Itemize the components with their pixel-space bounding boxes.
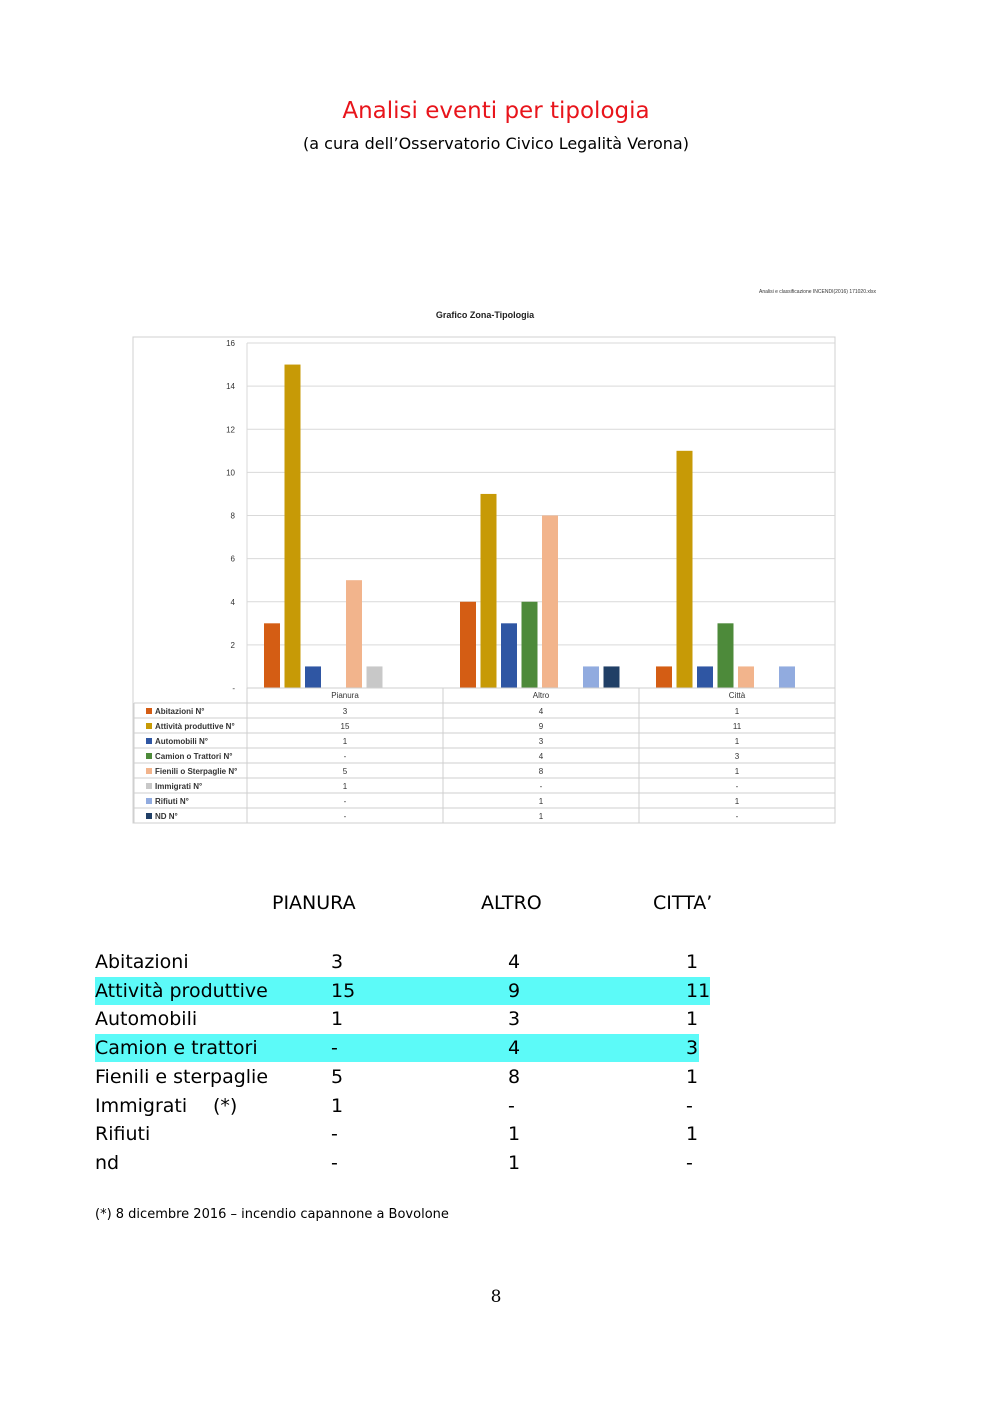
row-value: - bbox=[331, 1151, 338, 1174]
legend-label: Rifiuti N° bbox=[155, 797, 189, 806]
source-filename: Analisi e classificazione INCENDI(2016) 171020.xlsx bbox=[759, 289, 876, 295]
row-label: Camion e trattori bbox=[95, 1037, 258, 1060]
column-header: PIANURA bbox=[272, 892, 356, 914]
bar bbox=[697, 666, 713, 688]
y-tick-label: 10 bbox=[226, 468, 235, 478]
row-value: 9 bbox=[508, 979, 521, 1002]
data-label: 4 bbox=[538, 707, 544, 716]
data-label: 1 bbox=[734, 707, 740, 716]
row-value: 3 bbox=[508, 1008, 521, 1031]
data-label: 1 bbox=[342, 737, 348, 746]
table-row bbox=[95, 1005, 715, 1033]
row-label: Automobili bbox=[95, 1008, 198, 1031]
row-value: 15 bbox=[331, 979, 356, 1002]
table-row bbox=[95, 977, 710, 1005]
data-label: 3 bbox=[734, 752, 740, 761]
bar bbox=[718, 623, 734, 688]
category-label: Città bbox=[728, 691, 746, 700]
data-label: - bbox=[343, 752, 347, 761]
data-label: 1 bbox=[734, 767, 740, 776]
legend-swatch bbox=[146, 783, 152, 789]
data-label: 1 bbox=[734, 737, 740, 746]
bar bbox=[305, 666, 321, 688]
row-label: Rifiuti bbox=[95, 1123, 151, 1146]
data-label: 3 bbox=[342, 707, 348, 716]
y-tick-label: 8 bbox=[230, 511, 235, 521]
row-label: Attività produttive bbox=[95, 979, 268, 1002]
bar bbox=[264, 623, 280, 688]
legend-swatch bbox=[146, 798, 152, 804]
legend-swatch bbox=[146, 768, 152, 774]
row-value: - bbox=[686, 1094, 693, 1117]
row-value: - bbox=[331, 1037, 338, 1060]
category-label: Altro bbox=[532, 691, 550, 700]
column-header: CITTA’ bbox=[653, 892, 713, 914]
row-value: 1 bbox=[508, 1123, 521, 1146]
y-tick-label: 16 bbox=[226, 339, 235, 348]
bar bbox=[367, 666, 383, 688]
table-row bbox=[95, 1063, 715, 1091]
data-label: 15 bbox=[340, 722, 350, 731]
page-subtitle: (a cura dell’Osservatorio Civico Legalità Verona) bbox=[303, 134, 689, 153]
y-tick-label: 6 bbox=[230, 554, 235, 564]
row-value: 1 bbox=[331, 1094, 344, 1117]
y-tick-label: 12 bbox=[226, 425, 235, 435]
legend-label: Fienili o Sterpaglie N° bbox=[155, 767, 238, 776]
data-label: 1 bbox=[538, 812, 544, 821]
row-value: 1 bbox=[686, 1065, 699, 1088]
footnote: (*) 8 dicembre 2016 – incendio capannone a Bovolone bbox=[95, 1207, 449, 1222]
chart-title: Grafico Zona-Tipologia bbox=[435, 310, 535, 320]
bar bbox=[542, 516, 558, 689]
bar bbox=[656, 666, 672, 688]
legend-label: Camion o Trattori N° bbox=[155, 752, 233, 761]
data-label: - bbox=[343, 797, 347, 806]
legend-label: Abitazioni N° bbox=[155, 707, 205, 716]
y-tick-label: 2 bbox=[230, 640, 235, 650]
row-label: Abitazioni bbox=[95, 951, 189, 973]
y-tick-label: 14 bbox=[226, 382, 235, 392]
table-row bbox=[95, 1092, 715, 1120]
bar bbox=[481, 494, 497, 688]
bar bbox=[604, 666, 620, 688]
row-value: 1 bbox=[508, 1151, 521, 1174]
row-value: 1 bbox=[686, 1123, 699, 1146]
bar bbox=[501, 623, 517, 688]
legend-swatch bbox=[146, 738, 152, 744]
legend-swatch bbox=[146, 753, 152, 759]
data-label: 4 bbox=[538, 752, 544, 761]
legend-label: Immigrati N° bbox=[155, 782, 203, 791]
data-label: 1 bbox=[342, 782, 348, 791]
table-row bbox=[95, 948, 715, 976]
data-label: 1 bbox=[734, 797, 740, 806]
table-row bbox=[95, 1120, 715, 1148]
legend-swatch bbox=[146, 813, 152, 819]
row-note: (*) bbox=[213, 1094, 238, 1117]
bar bbox=[583, 666, 599, 688]
row-value: 4 bbox=[508, 1037, 521, 1060]
row-value: 5 bbox=[331, 1065, 344, 1088]
bar bbox=[346, 580, 362, 688]
bar bbox=[779, 666, 795, 688]
row-value: 4 bbox=[508, 951, 521, 973]
row-label: nd bbox=[95, 1151, 120, 1174]
data-label: 9 bbox=[538, 722, 544, 731]
row-label: Fienili e sterpaglie bbox=[95, 1065, 269, 1088]
data-label: 5 bbox=[342, 767, 348, 776]
table-row bbox=[95, 1149, 715, 1177]
row-value: 8 bbox=[508, 1065, 521, 1088]
data-label: - bbox=[735, 812, 739, 821]
data-label: 1 bbox=[538, 797, 544, 806]
row-value: 1 bbox=[331, 1008, 344, 1031]
y-tick-label: 4 bbox=[230, 597, 235, 607]
table-row bbox=[95, 1034, 699, 1062]
row-value: 3 bbox=[686, 1037, 699, 1060]
row-value: - bbox=[686, 1151, 693, 1174]
bar bbox=[522, 602, 538, 688]
row-label: Immigrati bbox=[95, 1094, 188, 1117]
row-value: 11 bbox=[686, 979, 711, 1002]
bar bbox=[285, 365, 301, 688]
data-label: - bbox=[343, 812, 347, 821]
legend-label: Automobili N° bbox=[155, 737, 208, 746]
bar bbox=[738, 666, 754, 688]
page-title: Analisi eventi per tipologia bbox=[342, 98, 650, 124]
legend-label: Attività produttive N° bbox=[155, 722, 235, 731]
row-value: 1 bbox=[686, 951, 699, 973]
data-label: 11 bbox=[732, 722, 742, 731]
bar bbox=[460, 602, 476, 688]
legend-swatch bbox=[146, 723, 152, 729]
row-value: 1 bbox=[686, 1008, 699, 1031]
row-value: - bbox=[331, 1123, 338, 1146]
column-header: ALTRO bbox=[481, 892, 542, 914]
data-label: - bbox=[735, 782, 739, 791]
row-value: 3 bbox=[331, 951, 344, 973]
category-label: Pianura bbox=[331, 691, 359, 700]
data-label: - bbox=[539, 782, 543, 791]
data-label: 3 bbox=[538, 737, 544, 746]
row-value: - bbox=[508, 1094, 515, 1117]
legend-label: ND N° bbox=[155, 812, 178, 821]
bar bbox=[677, 451, 693, 688]
data-label: 8 bbox=[538, 767, 544, 776]
legend-swatch bbox=[146, 708, 152, 714]
y-tick-label: - bbox=[232, 684, 235, 693]
page-number: 8 bbox=[490, 1287, 502, 1307]
